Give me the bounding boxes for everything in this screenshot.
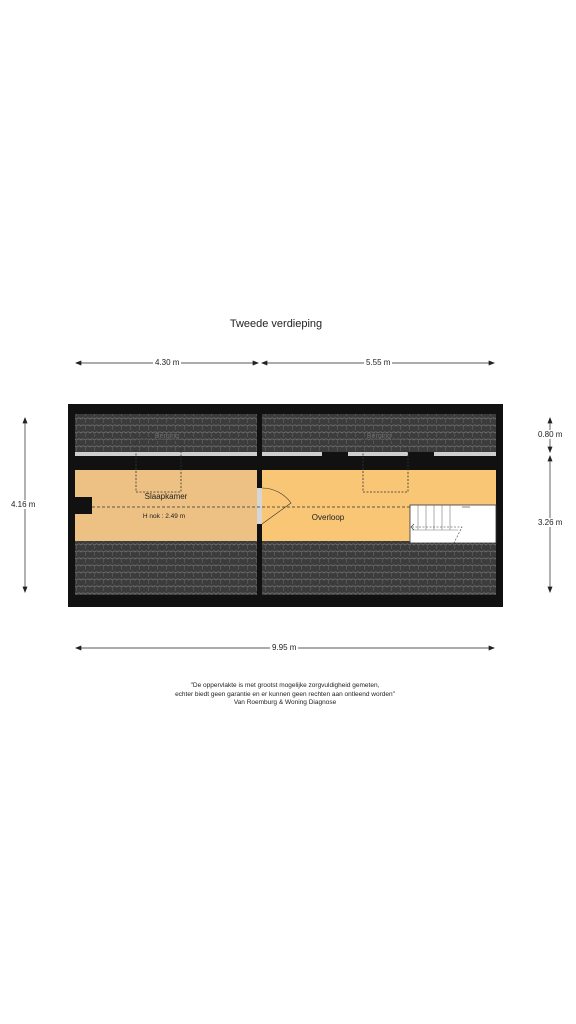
- right-dimension-lines: [548, 418, 552, 592]
- room-name-slaapkamer: Slaapkamer: [144, 492, 188, 501]
- staircase: [410, 505, 496, 543]
- dimension-depth-top: 0.80 m: [538, 430, 563, 439]
- dimension-depth-total: 4.16 m: [11, 500, 36, 509]
- room-height-slaapkamer: H nok : 2.49 m: [142, 513, 186, 520]
- roof-tiles-bottom: [75, 541, 496, 595]
- window-label-right: Berging: [366, 433, 392, 440]
- plan-title: Tweede verdieping: [229, 318, 323, 330]
- dimension-left-width: 4.30 m: [155, 358, 180, 367]
- chimney: [75, 497, 92, 514]
- room-slaapkamer: [75, 470, 257, 541]
- roof-tiles-top: [75, 414, 496, 454]
- window-label-left: Berging: [154, 433, 180, 440]
- dimension-total-width: 9.95 m: [272, 643, 297, 652]
- disclaimer-line-2: echter biedt geen garantie en er kunnen geen rechten aan ontleend worden": [175, 690, 395, 698]
- room-name-overloop: Overloop: [311, 513, 345, 522]
- disclaimer: [0, 682, 570, 708]
- top-dimension-lines: [76, 361, 494, 365]
- disclaimer-line-3: Van Roemburg & Woning Diagnose: [233, 699, 337, 706]
- knee-wall: [75, 452, 496, 456]
- dimension-right-width: 5.55 m: [366, 358, 391, 367]
- disclaimer-line-1: "De oppervlakte is met grootst mogelijke zorgvuldigheid gemeten,: [190, 682, 380, 689]
- dimension-depth-bottom: 3.26 m: [538, 518, 563, 527]
